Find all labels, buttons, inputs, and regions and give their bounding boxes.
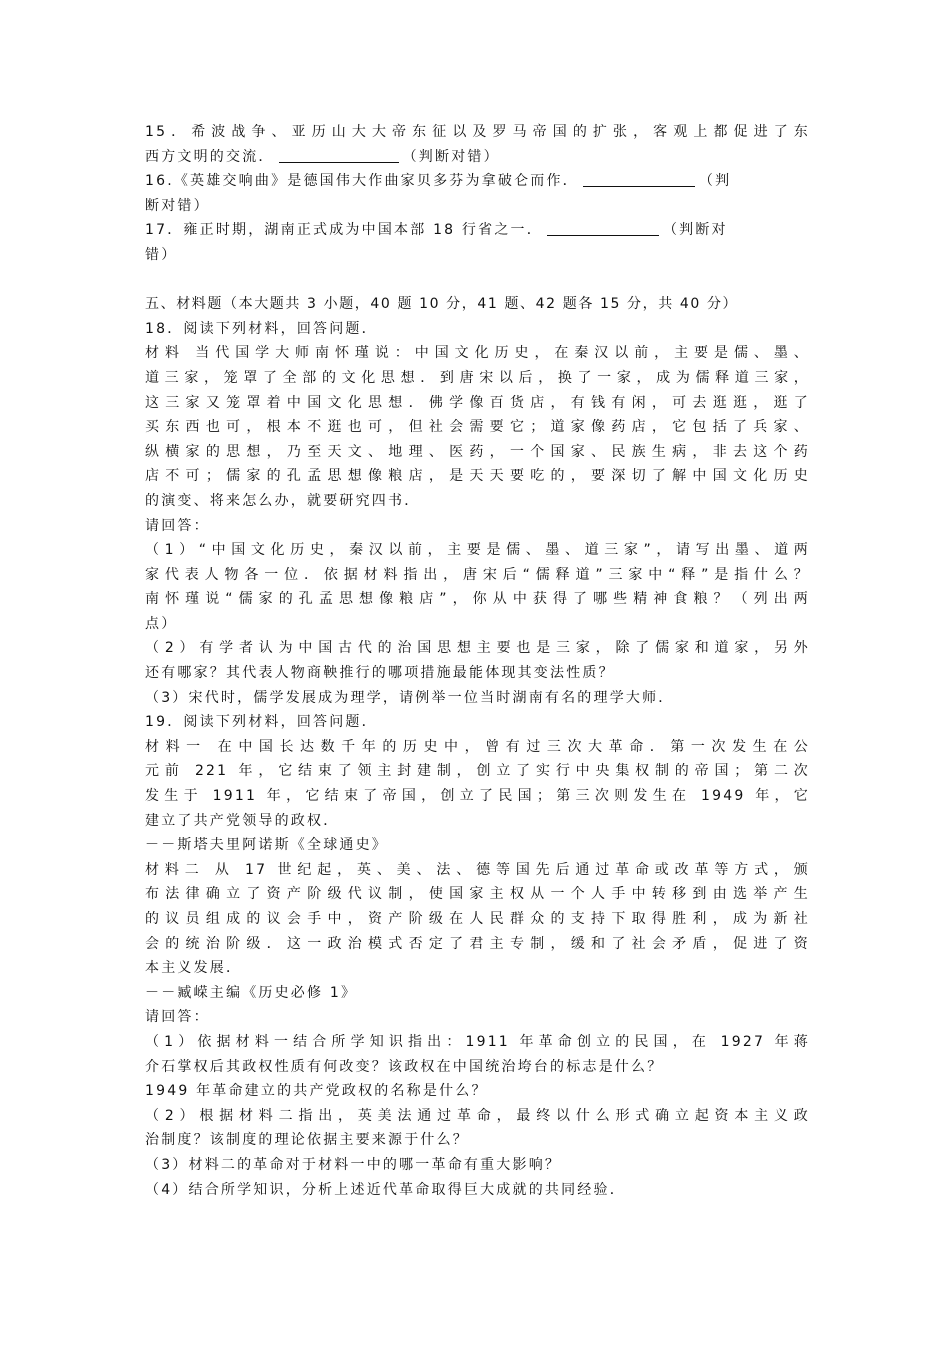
q16-text: 16.《英雄交响曲》是德国伟大作曲家贝多芬为拿破仑而作． — [145, 173, 579, 190]
q19-question-line: （3）材料二的革命对于材料一中的哪一革命有重大影响？ — [145, 1156, 562, 1173]
spacer — [145, 268, 810, 293]
q15-text: 西方文明的交流． — [145, 148, 275, 165]
q18-material-line: 纵横家的思想，乃至天文、地理、医药，一个国家、民族生病，非去这个药 — [145, 443, 810, 460]
q18-material-line: 店不可；儒家的孔孟思想像粮店，是天天要吃的，要深切了解中国文化历史 — [145, 468, 810, 485]
q18-material-line: 买东西也可，根本不逛也可，但社会需要它；道家像药店，它包括了兵家、 — [145, 419, 810, 436]
q19-question-line: （1）依据材料一结合所学知识指出：1911 年革命创立的民国，在 1927 年蒋 — [145, 1033, 810, 1050]
q15-judge-label: （判断对错） — [402, 148, 500, 165]
q17-line2: 错） — [145, 246, 178, 263]
q18-question-line: 南怀瑾说“儒家的孔孟思想像粮店”，你从中获得了哪些精神食粮？（列出两 — [145, 591, 810, 608]
q15-line2 — [145, 145, 810, 170]
q19-material2-line: 的议员组成的议会手中，资产阶级在人民群众的支持下取得胜利，成为新社 — [145, 911, 810, 927]
q18-question-line: 还有哪家？其代表人物商鞅推行的哪项措施最能体现其变法性质？ — [145, 665, 615, 682]
q19-source1: －－斯塔夫里阿诺斯《全球通史》 — [145, 837, 388, 854]
q16-judge-label: （判 — [698, 173, 732, 190]
q17-text: 17．雍正时期，湖南正式成为中国本部 18 行省之一． — [145, 222, 543, 239]
q18-material-line: 的演变、将来怎么办，就要研究四书． — [145, 492, 421, 509]
q19-material1-line: 元前 221 年，它结束了领主封建制，创立了实行中央集权制的帝国；第二次 — [145, 763, 810, 780]
q18-question-line: （3）宋代时，儒学发展成为理学，请例举一位当时湖南有名的理学大师． — [145, 689, 675, 706]
q16-line2: 断对错） — [145, 197, 210, 214]
q19-material1-line: 材料一 在中国长达数千年的历史中，曾有过三次大革命．第一次发生在公 — [145, 738, 810, 755]
q19-material1-line: 发生于 1911 年，它结束了帝国，创立了民国；第三次则发生在 1949 年，它 — [145, 788, 810, 805]
q19-question-line: 介石掌权后其政权性质有何改变？该政权在中国统治垮台的标志是什么？ — [145, 1058, 664, 1075]
q19-question-line: （4）结合所学知识，分析上述近代革命取得巨大成就的共同经验． — [145, 1181, 626, 1198]
q19-title: 19．阅读下列材料，回答问题． — [145, 714, 378, 731]
q19-question-line: （2）根据材料二指出，英美法通过革命，最终以什么形式确立起资本主义政 — [145, 1107, 810, 1124]
exam-page — [145, 120, 810, 1202]
q18-question-line: 家代表人物各一位．依据材料指出，唐宋后“儒释道”三家中“释”是指什么？ — [145, 566, 810, 583]
q18-material-line: 这三家又笼罩着中国文化思想．佛学像百货店，有钱有闲，可去逛逛，逛了 — [145, 394, 810, 411]
q19-material2-line: 本主义发展． — [145, 960, 243, 977]
q18-prompt: 请回答： — [145, 517, 210, 534]
q19-material2-line: 会的统治阶级．这一政治模式否定了君主专制，缓和了社会矛盾，促进了资 — [145, 935, 810, 952]
q18-material-line: 材料 当代国学大师南怀瑾说：中国文化历史，在秦汉以前，主要是儒、墨、 — [145, 345, 810, 362]
q19-question-line: 治制度？该制度的理论依据主要来源于什么？ — [145, 1132, 469, 1149]
q18-material-line: 道三家，笼罩了全部的文化思想．到唐宋以后，换了一家，成为儒释道三家， — [145, 369, 810, 386]
q17-answer-blank[interactable] — [547, 221, 659, 236]
q16-answer-blank[interactable] — [583, 172, 695, 187]
q15-answer-blank[interactable] — [279, 148, 399, 163]
q18-title: 18．阅读下列材料，回答问题． — [145, 320, 378, 337]
q19-material2-line: 材料二 从 17 世纪起，英、美、法、德等国先后通过革命或改革等方式，颁 — [145, 861, 810, 878]
q16-line1 — [145, 169, 810, 194]
q19-material1-line: 建立了共产党领导的政权． — [145, 812, 340, 829]
section5-title: 五、材料题（本大题共 3 小题，40 题 10 分，41 题、42 题各 15 分，共 40 分） — [145, 296, 739, 313]
q19-source2: －－臧嵘主编《历史必修 1》 — [145, 984, 358, 1001]
q17-judge-label: （判断对 — [662, 222, 728, 239]
q19-prompt: 请回答： — [145, 1009, 210, 1026]
q17-line1 — [145, 218, 810, 243]
q19-question-line: 1949 年革命建立的共产党政权的名称是什么？ — [145, 1083, 488, 1100]
q19-material2-line: 布法律确立了资产阶级代议制，使国家主权从一个人手中转移到由选举产生 — [145, 886, 810, 903]
q18-question-line: 点） — [145, 615, 178, 632]
q15-line1: 15．希波战争、亚历山大大帝东征以及罗马帝国的扩张，客观上都促进了东 — [145, 124, 810, 140]
q18-question-line: （1）“中国文化历史，秦汉以前，主要是儒、墨、道三家”，请写出墨、道两 — [145, 542, 810, 559]
q18-question-line: （2）有学者认为中国古代的治国思想主要也是三家，除了儒家和道家，另外 — [145, 640, 810, 657]
